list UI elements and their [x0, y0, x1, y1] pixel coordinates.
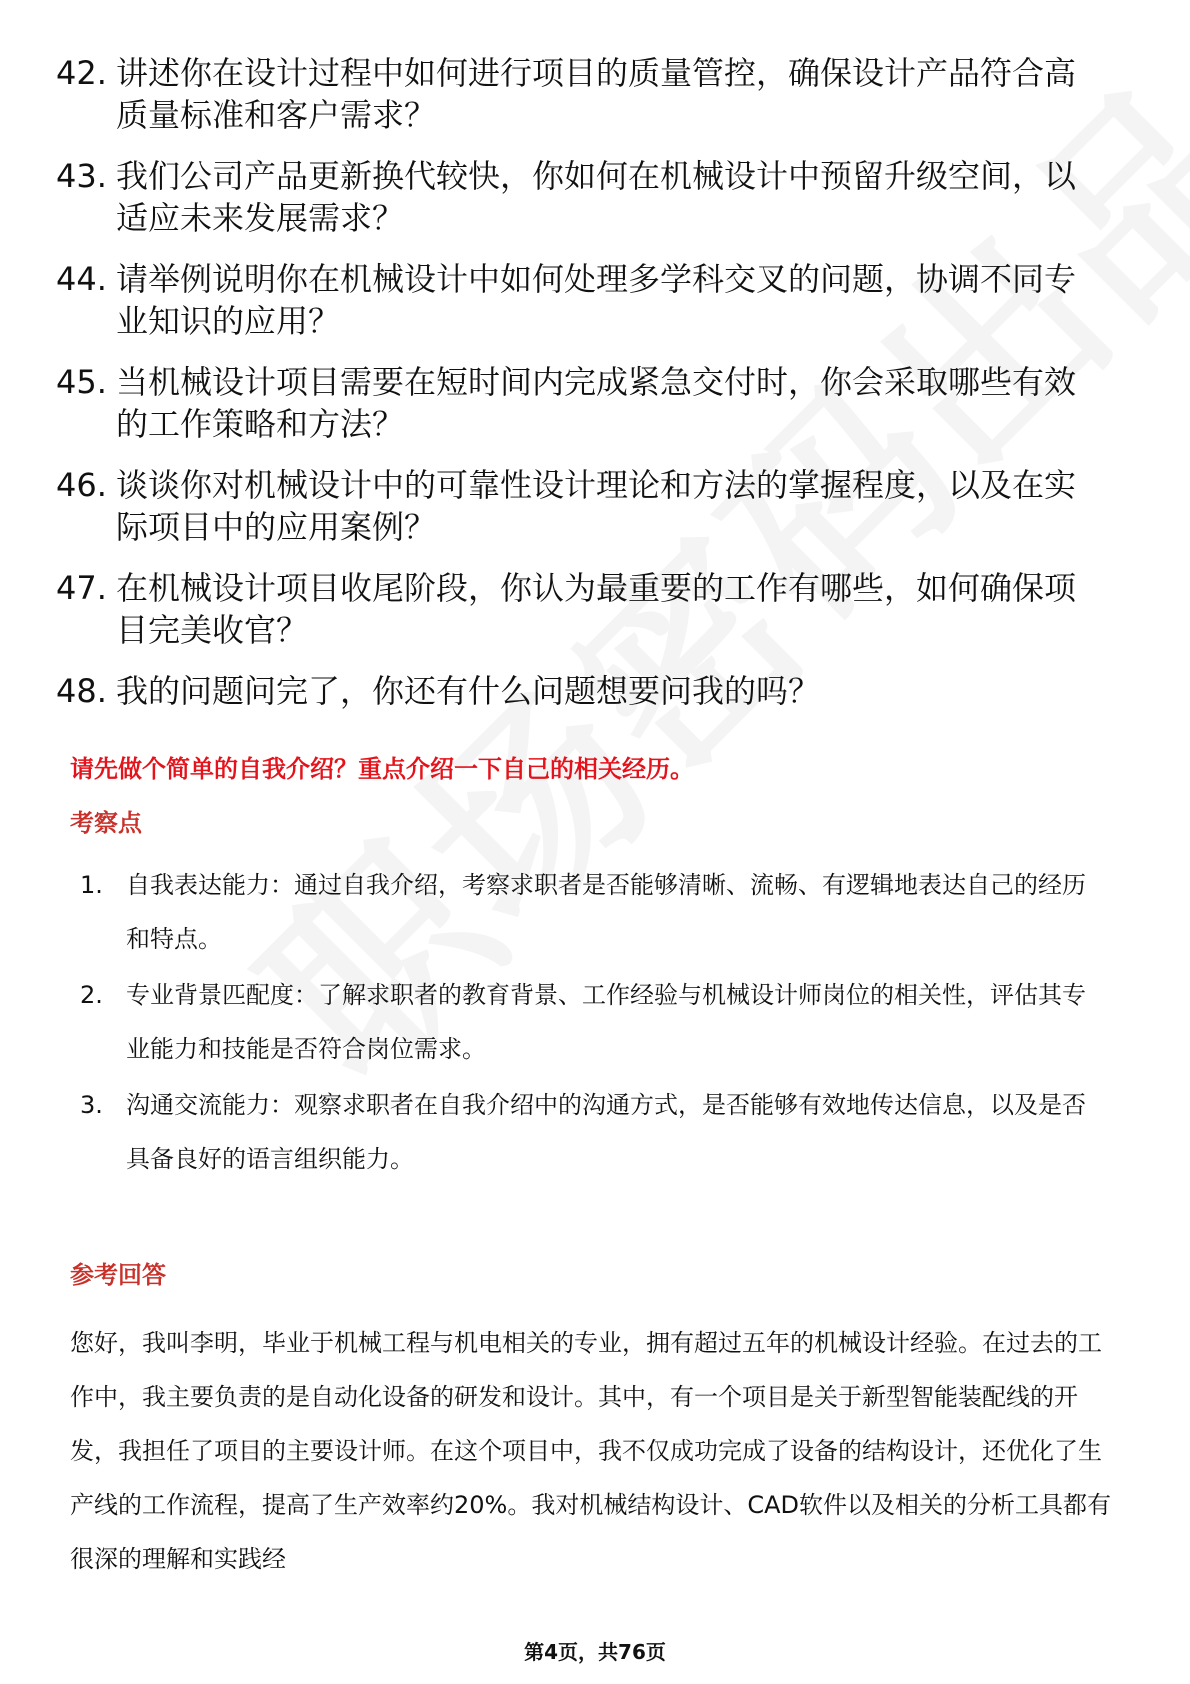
- question-item: [56, 52, 1136, 136]
- point-item: [80, 858, 1130, 966]
- points-heading: 考察点: [70, 809, 142, 837]
- answer-text: 您好，我叫李明，毕业于机械工程与机电相关的专业，拥有超过五年的机械设计经验。在过去的工作中，我主要负责的是自动化设备的研发和设计。其中，有一个项目是关于新型智能装配线的开发，我担任了项目的主要设计师。在这个项目中，我不仅成功完成了设备的结构设计，还优化了生产线的工作流程，提高了生产效率约20%。我对机械结构设计、CAD软件以及相关的分析工具都有很深的理解和实践经: [70, 1329, 1111, 1573]
- question-list: [56, 52, 1136, 731]
- points-list: [80, 858, 1130, 1188]
- question-number: 48.: [56, 672, 107, 710]
- point-number: 3.: [80, 1091, 103, 1119]
- question-text: 谈谈你对机械设计中的可靠性设计理论和方法的掌握程度，以及在实际项目中的应用案例？: [116, 466, 1077, 546]
- question-number: 45.: [56, 363, 107, 401]
- question-item: [56, 670, 1136, 712]
- point-number: 2.: [80, 981, 103, 1009]
- question-item: [56, 464, 1136, 548]
- answer-heading: 参考回答: [70, 1261, 166, 1289]
- question-text: 在机械设计项目收尾阶段，你认为最重要的工作有哪些，如何确保项目完美收官？: [116, 569, 1077, 649]
- question-text: 我们公司产品更新换代较快，你如何在机械设计中预留升级空间，以适应未来发展需求？: [116, 157, 1077, 237]
- question-number: 46.: [56, 466, 107, 504]
- question-text: 请举例说明你在机械设计中如何处理多学科交叉的问题，协调不同专业知识的应用？: [116, 260, 1077, 340]
- question-item: [56, 361, 1136, 445]
- point-text: 专业背景匹配度：了解求职者的教育背景、工作经验与机械设计师岗位的相关性，评估其专业能力和技能是否符合岗位需求。: [126, 981, 1086, 1063]
- section-question-title: 请先做个简单的自我介绍？重点介绍一下自己的相关经历。: [70, 755, 694, 783]
- question-item: [56, 258, 1136, 342]
- question-item: [56, 567, 1136, 651]
- point-number: 1.: [80, 871, 103, 899]
- point-item: [80, 968, 1130, 1076]
- point-text: 自我表达能力：通过自我介绍，考察求职者是否能够清晰、流畅、有逻辑地表达自己的经历和特点。: [126, 871, 1086, 953]
- point-text: 沟通交流能力：观察求职者在自我介绍中的沟通方式，是否能够有效地传达信息，以及是否具备良好的语言组织能力。: [126, 1091, 1086, 1173]
- page-footer: 第4页，共76页: [524, 1640, 666, 1664]
- question-number: 43.: [56, 157, 107, 195]
- point-item: [80, 1078, 1130, 1186]
- question-text: 讲述你在设计过程中如何进行项目的质量管控，确保设计产品符合高质量标准和客户需求？: [116, 54, 1077, 134]
- question-text: 我的问题问完了，你还有什么问题想要问我的吗？: [116, 672, 821, 710]
- question-item: [56, 155, 1136, 239]
- question-number: 47.: [56, 569, 107, 607]
- question-text: 当机械设计项目需要在短时间内完成紧急交付时，你会采取哪些有效的工作策略和方法？: [116, 363, 1077, 443]
- question-number: 42.: [56, 54, 107, 92]
- question-number: 44.: [56, 260, 107, 298]
